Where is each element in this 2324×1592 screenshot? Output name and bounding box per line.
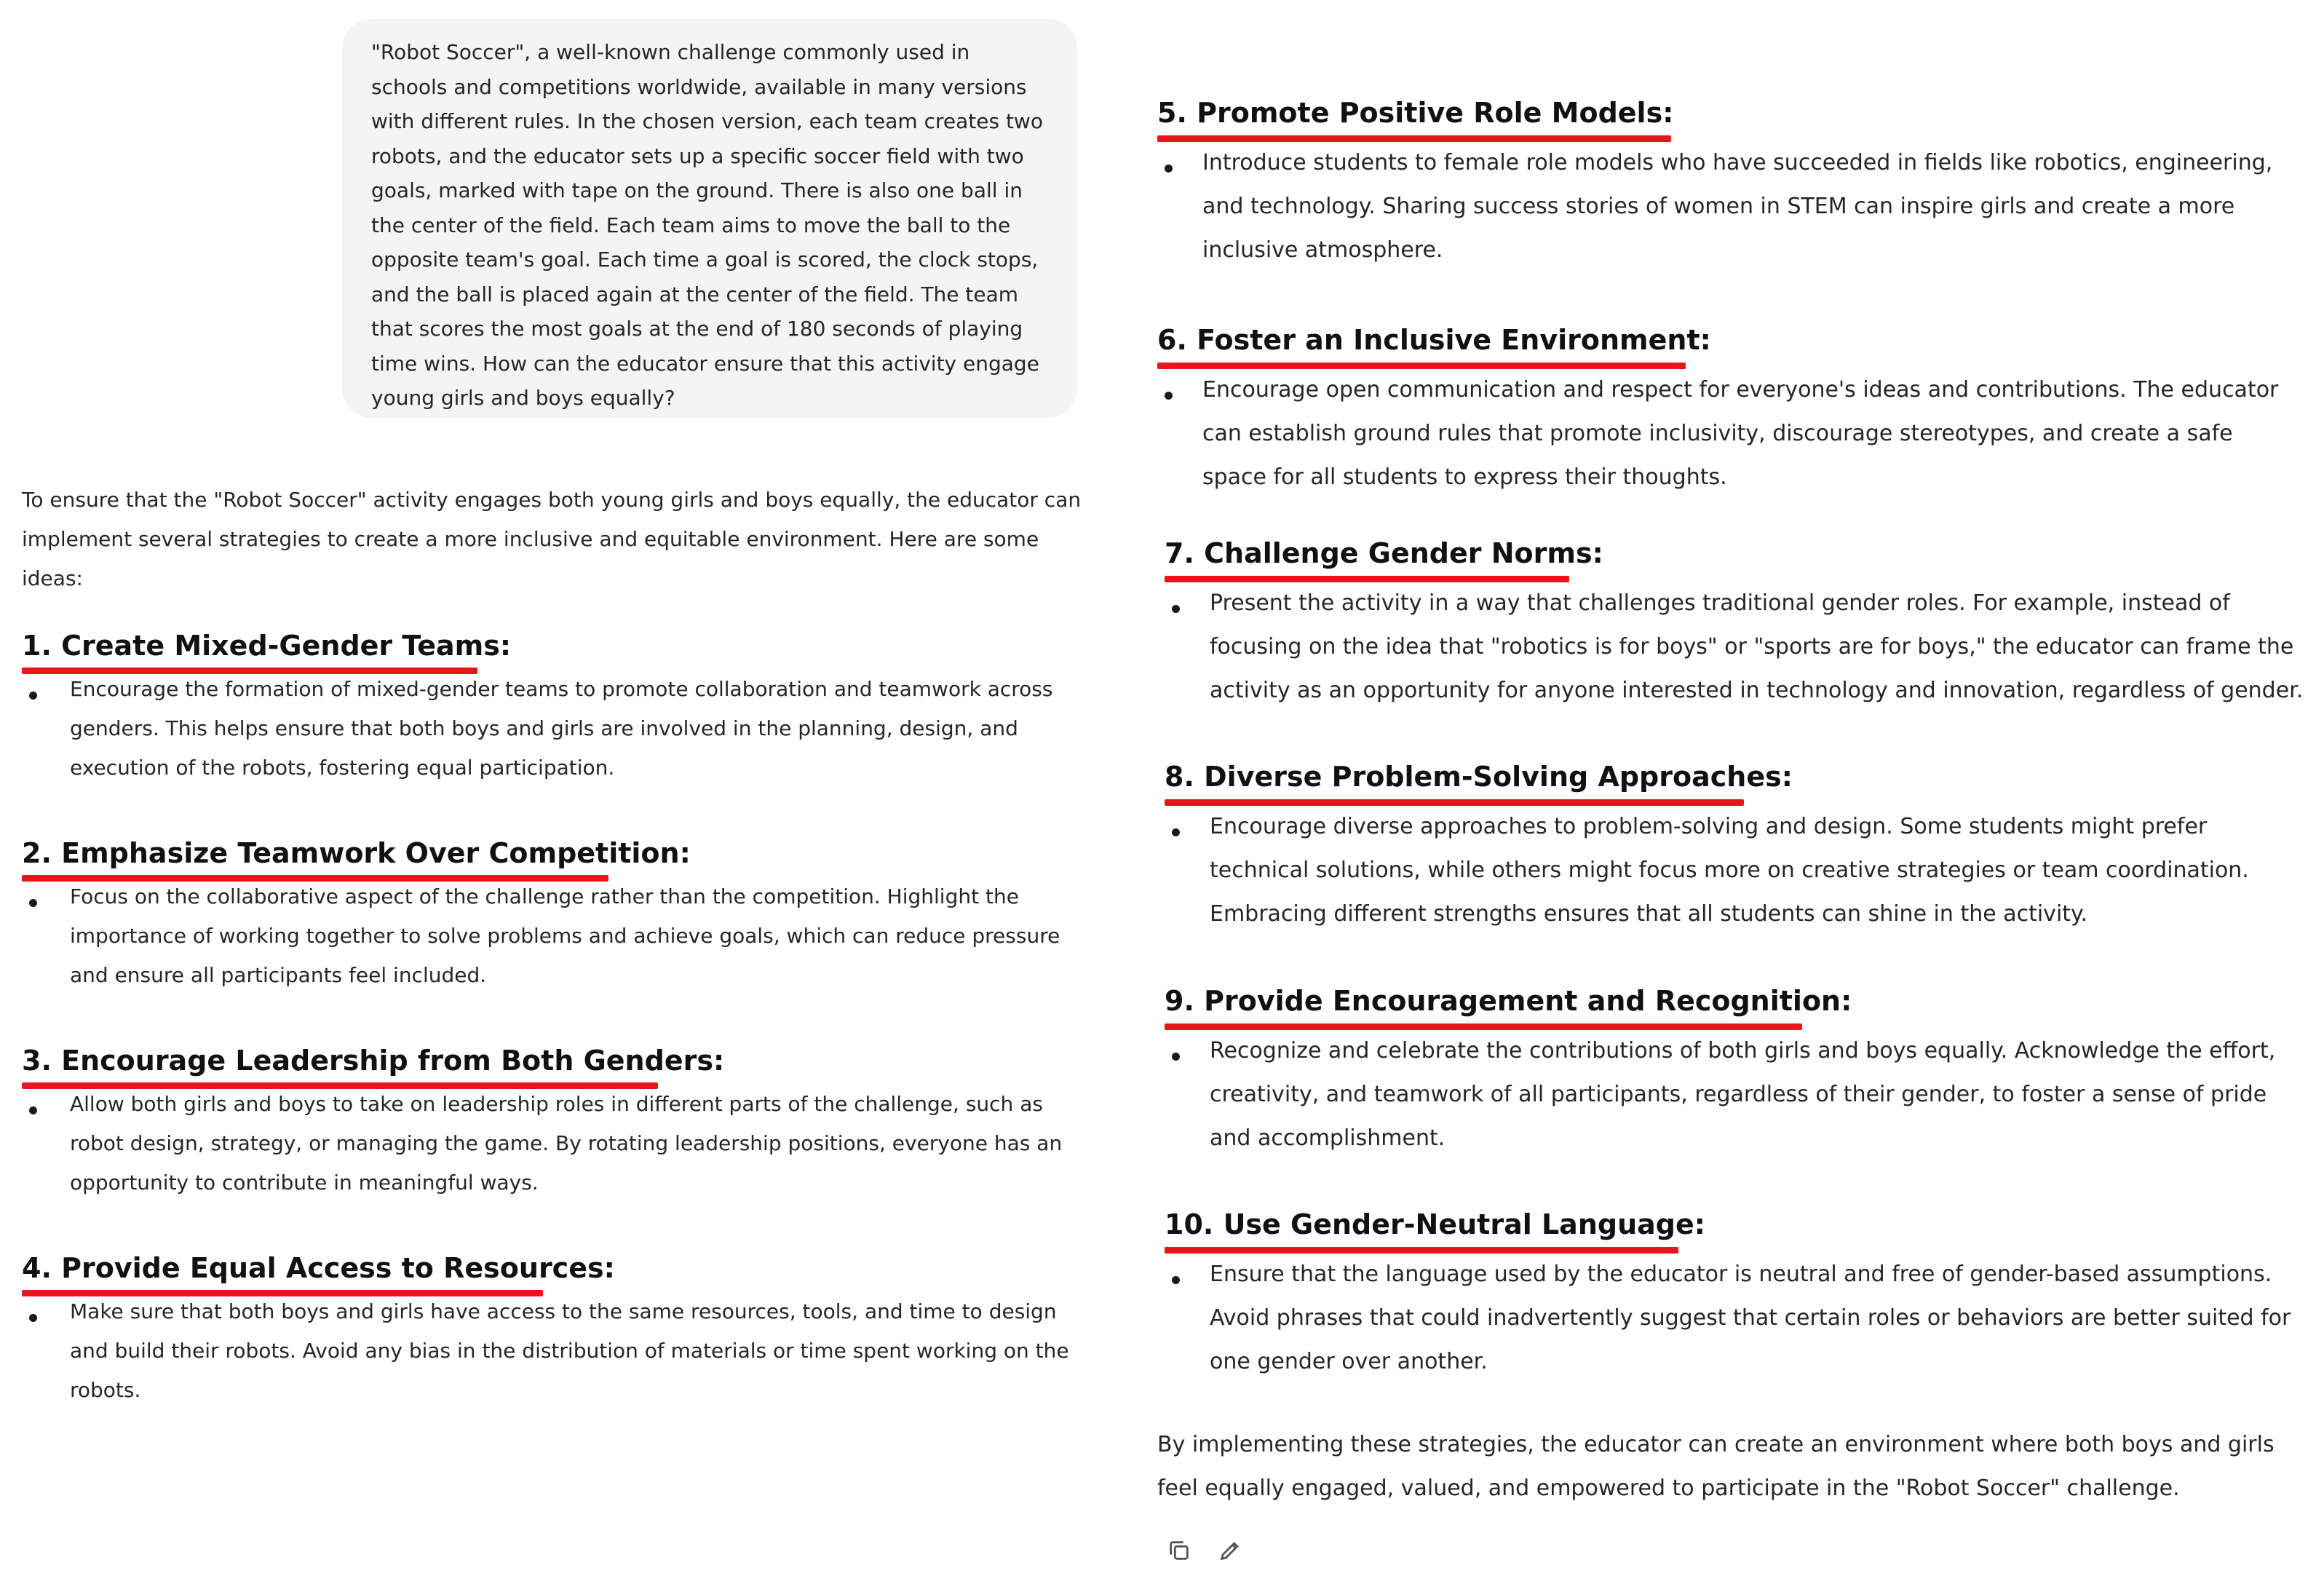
strategy-text: Focus on the collaborative aspect of the challenge rather than the competition. Highlight the importance of working together to solve problems and achieve goals, which can reduce pressure and ensure all participants feel included. bbox=[70, 884, 1060, 987]
strategy-6 bbox=[1157, 322, 2279, 490]
strategy-heading: 6. Foster an Inclusive Environment: bbox=[1157, 324, 1711, 356]
user-message-text: "Robot Soccer", a well-known challenge commonly used in schools and competitions worldwide, available in many versions with different rules. In the chosen version, each team creates two robots, and the educator sets up a specific soccer field with two goals, marked with tape on the ground. There is also one ball in the center of the field. Each team aims to move the ball to the opposite team's goal. Each time a goal is scored, the clock stops, and the ball is placed again at the center of the field. The team that scores the most goals at the end of 180 seconds of playing time wins. How can the educator ensure that this activity engage young girls and boys equally? bbox=[371, 40, 1043, 410]
bullet-dot bbox=[29, 692, 37, 700]
strategy-text: Allow both girls and boys to take on leadership roles in different parts of the challenge, such as robot design, strategy, or managing the game. By rotating leadership positions, everyone has an opportunity to contribute in meaningful ways. bbox=[70, 1092, 1063, 1195]
strategy-heading: 3. Encourage Leadership from Both Genders: bbox=[22, 1045, 725, 1077]
bullet-dot bbox=[29, 899, 37, 907]
strategy-text: Encourage open communication and respect for everyone's ideas and contributions. The educator can establish ground rules that promote inclusivity, discourage stereotypes, and create a safe space for all students to express their thoughts. bbox=[1202, 377, 2279, 490]
strategy-3 bbox=[22, 1042, 1063, 1195]
copy-icon[interactable] bbox=[1165, 1536, 1194, 1565]
strategy-2 bbox=[22, 835, 1060, 987]
strategy-text: Introduce students to female role models who have succeeded in fields like robotics, engineering, and technology. Sharing success stories of women in STEM can inspire girls and create a more inclusive atmosphere. bbox=[1202, 150, 2273, 263]
strategy-7 bbox=[1165, 535, 2304, 703]
strategy-text: Encourage the formation of mixed-gender teams to promote collaboration and teamwork across genders. This helps ensure that both boys and girls are involved in the planning, design, and execution of the robots, fostering equal participation. bbox=[70, 677, 1053, 780]
strategy-heading: 8. Diverse Problem-Solving Approaches: bbox=[1165, 761, 1793, 793]
strategy-10 bbox=[1165, 1206, 2291, 1374]
strategy-text: Present the activity in a way that challenges traditional gender roles. For example, instead of focusing on the idea that "robotics is for boys" or "sports are for boys," the educator can frame the activity as an opportunity for anyone interested in technology and innovation, regardless of gender. bbox=[1210, 590, 2304, 703]
response-intro: To ensure that the "Robot Soccer" activity engages both young girls and boys equally, the educator can implement several strategies to create a more inclusive and equitable environment. Here are some ideas: bbox=[22, 488, 1082, 590]
bullet-dot bbox=[29, 1314, 37, 1322]
strategy-heading: 10. Use Gender-Neutral Language: bbox=[1165, 1208, 1705, 1240]
strategy-heading: 1. Create Mixed-Gender Teams: bbox=[22, 630, 512, 662]
strategy-text: Make sure that both boys and girls have access to the same resources, tools, and time to design and build their robots. Avoid any bias in the distribution of materials or time spent working on the robots. bbox=[70, 1299, 1069, 1402]
bullet-dot bbox=[1172, 828, 1180, 836]
strategy-heading: 4. Provide Equal Access to Resources: bbox=[22, 1252, 615, 1284]
strategy-heading: 7. Challenge Gender Norms: bbox=[1165, 537, 1603, 569]
response-closing: By implementing these strategies, the educator can create an environment where both boys and girls feel equally engaged, valued, and empowered to participate in the "Robot Soccer" challenge. bbox=[1157, 1432, 2275, 1501]
user-message-bubble bbox=[342, 19, 1077, 418]
bullet-dot bbox=[1165, 392, 1173, 400]
bullet-dot bbox=[1172, 1276, 1180, 1284]
bullet-dot bbox=[1172, 1053, 1180, 1061]
bullet-dot bbox=[1172, 605, 1180, 613]
strategy-9 bbox=[1165, 983, 2276, 1151]
strategy-heading: 2. Emphasize Teamwork Over Competition: bbox=[22, 837, 691, 869]
strategy-text: Ensure that the language used by the educator is neutral and free of gender-based assumptions. Avoid phrases that could inadvertently suggest that certain roles or behaviors are better suited for one gender over another. bbox=[1210, 1262, 2291, 1374]
edit-icon[interactable] bbox=[1215, 1536, 1245, 1565]
message-actions bbox=[1165, 1536, 1245, 1565]
strategy-5 bbox=[1157, 95, 2273, 263]
strategy-1 bbox=[22, 627, 1053, 780]
strategy-text: Encourage diverse approaches to problem-solving and design. Some students might prefer technical solutions, while others might focus more on creative strategies or team coordination. Embracing different strengths ensures that all students can shine in the activity. bbox=[1210, 814, 2249, 927]
bullet-dot bbox=[29, 1106, 37, 1114]
strategy-8 bbox=[1165, 759, 2249, 927]
strategy-heading: 9. Provide Encouragement and Recognition: bbox=[1165, 985, 1852, 1017]
strategy-heading: 5. Promote Positive Role Models: bbox=[1157, 97, 1674, 129]
strategy-text: Recognize and celebrate the contributions of both girls and boys equally. Acknowledge the effort, creativity, and teamwork of all participants, regardless of their gender, to foster a sense of pride and accomplishment. bbox=[1210, 1038, 2276, 1151]
strategy-4 bbox=[22, 1250, 1069, 1402]
bullet-dot bbox=[1165, 165, 1173, 173]
